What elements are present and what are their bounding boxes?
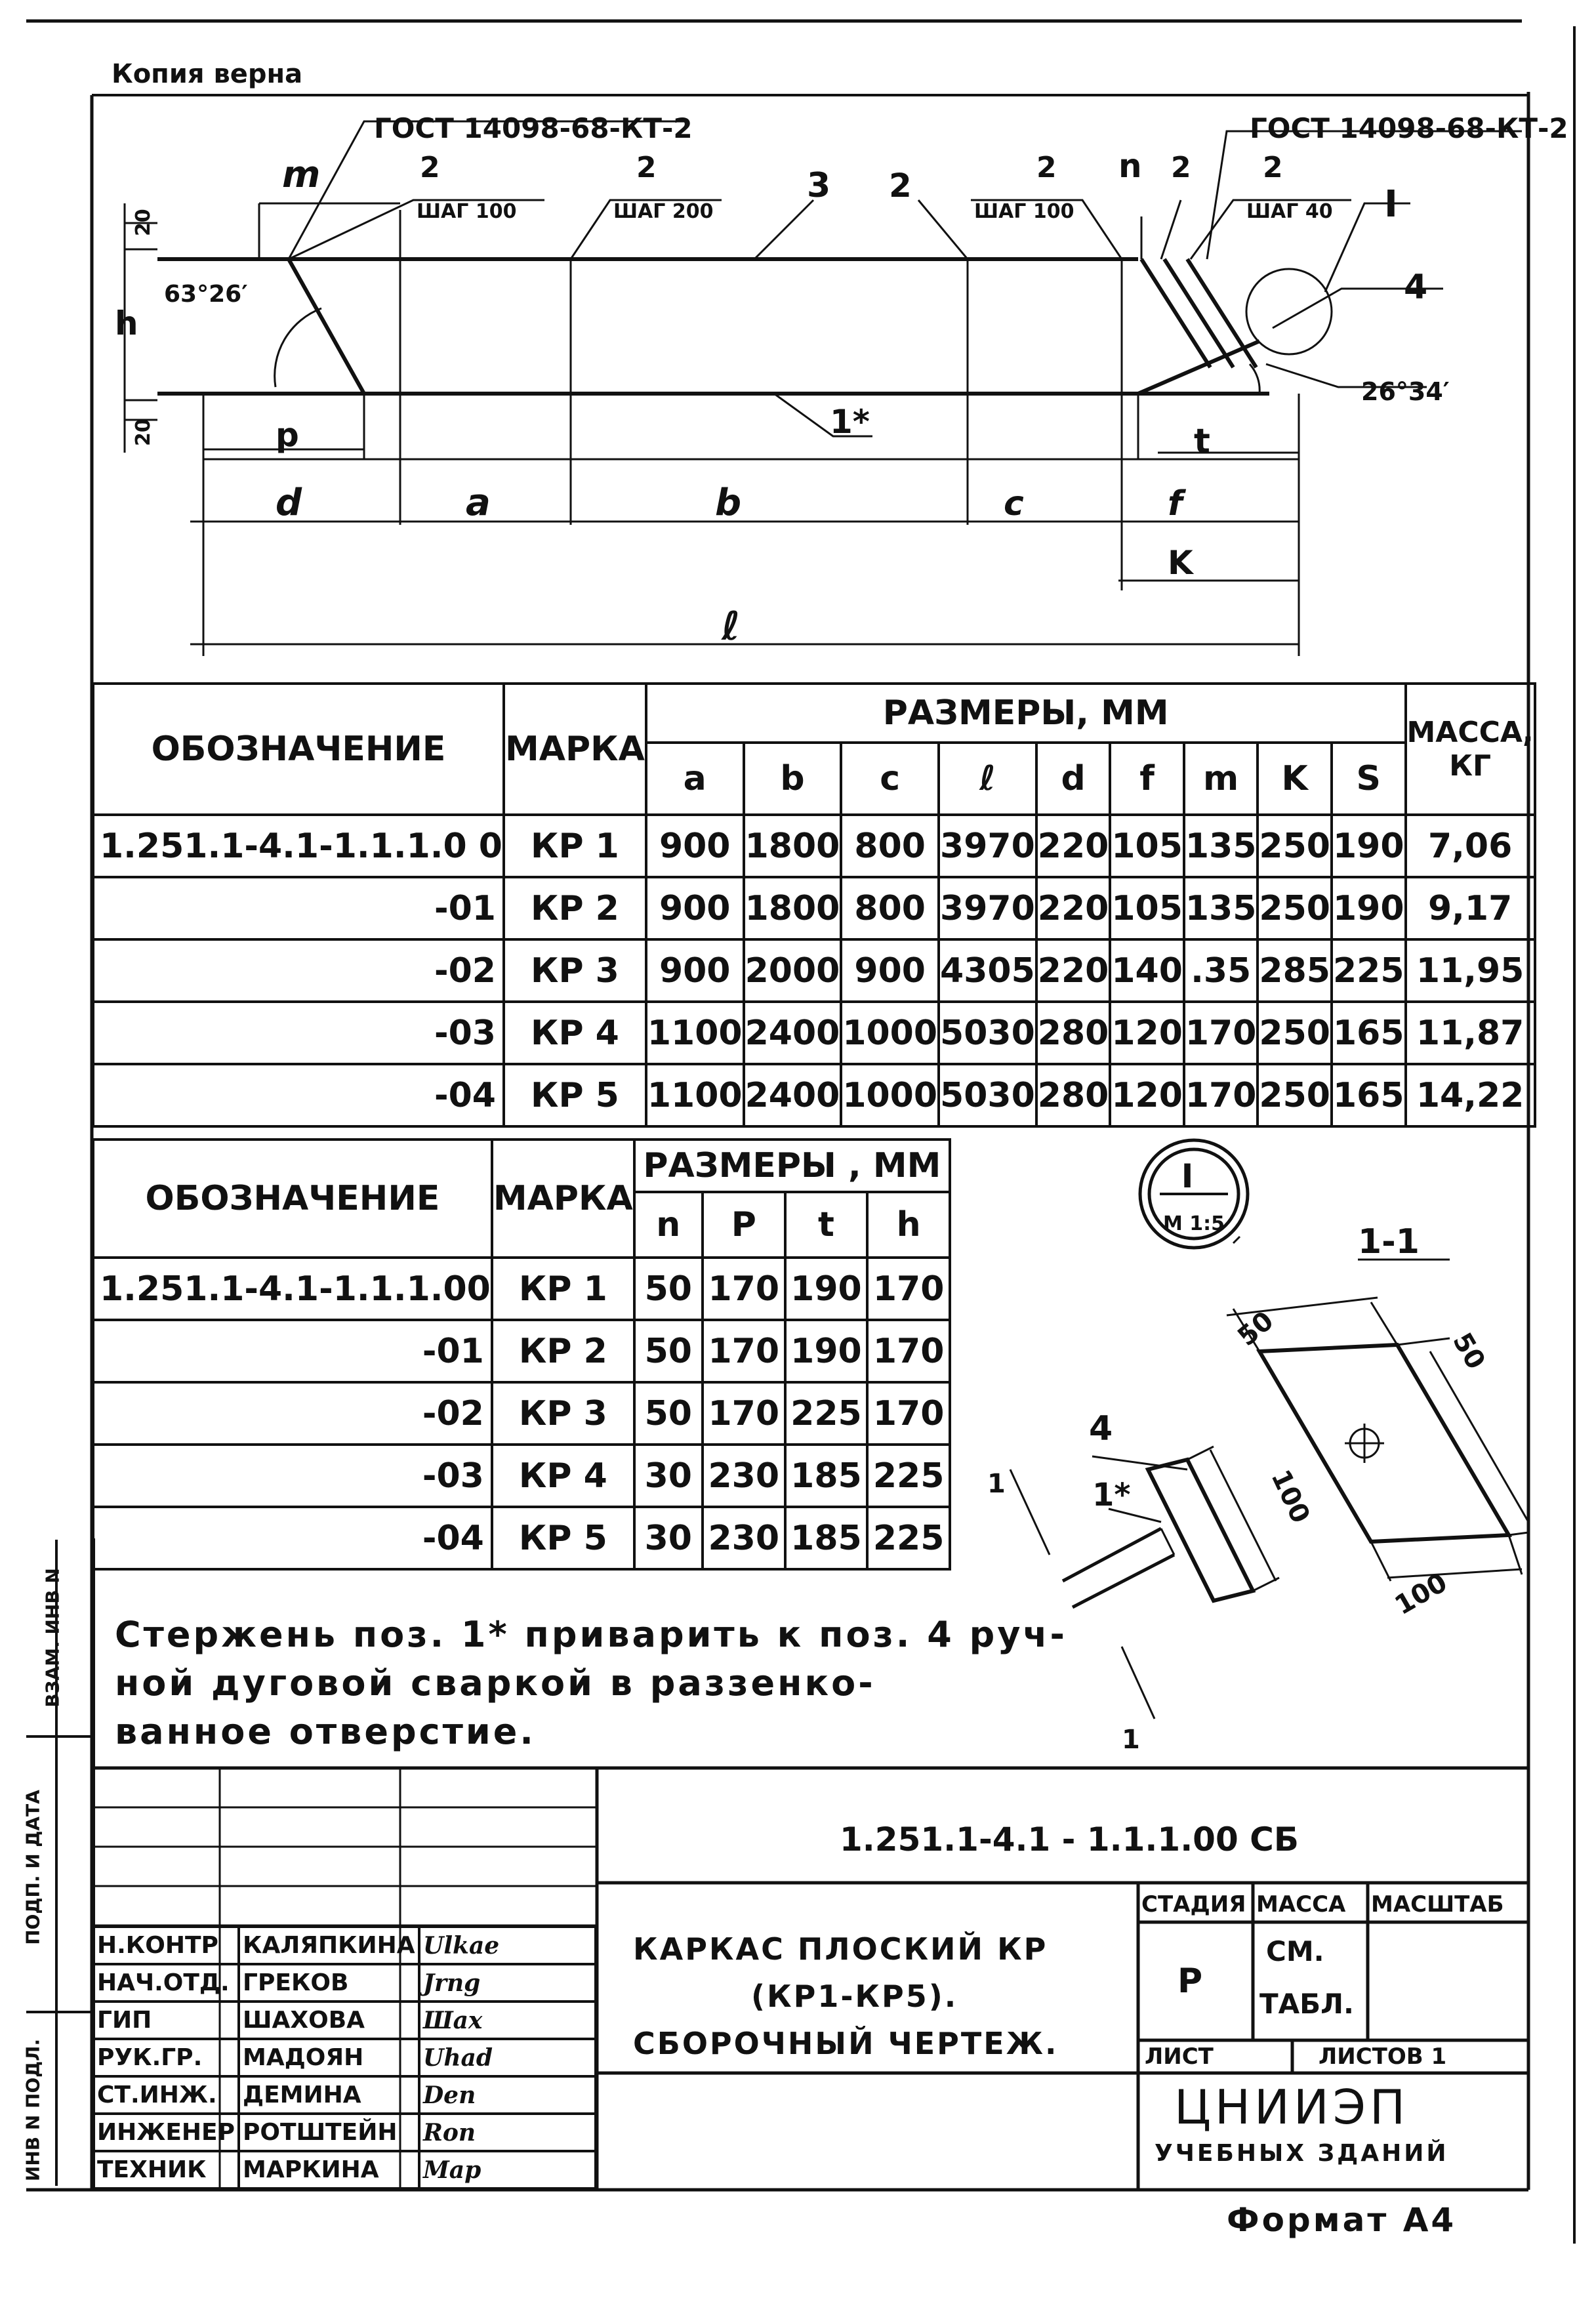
t2-mark: КР 3 xyxy=(492,1382,634,1445)
title-line-3: СБОРОЧНЫЙ ЧЕРТЕЖ. xyxy=(633,2026,1059,2061)
person-name: МАРКИНА xyxy=(239,2151,419,2188)
t1-sub-d: d xyxy=(1036,743,1111,815)
t1-k: 250 xyxy=(1258,1002,1332,1064)
person-role: РУК.ГР. xyxy=(93,2039,239,2076)
section-label: 1-1 xyxy=(1358,1222,1420,1262)
detail-pos4: 4 xyxy=(1089,1409,1113,1448)
person-role: Н.КОНТР xyxy=(93,1927,239,1964)
step-200: ШАГ 200 xyxy=(613,200,714,223)
person-signature: Шах xyxy=(419,2002,596,2039)
t1-mass: 7,06 xyxy=(1406,815,1535,877)
t1-k: 250 xyxy=(1258,1064,1332,1126)
gost-right: ГОСТ 14098-68-КТ-2 xyxy=(1250,112,1568,144)
t2-t: 190 xyxy=(785,1258,868,1320)
t1-a: 1100 xyxy=(646,1002,744,1064)
t2-designation: -02 xyxy=(93,1382,492,1445)
t1-f: 105 xyxy=(1110,815,1184,877)
person-role: ГИП xyxy=(93,2002,239,2039)
detail-dim-100-b: 100 xyxy=(1389,1567,1453,1621)
t1-m: 135 xyxy=(1184,877,1258,939)
table-row xyxy=(93,2114,596,2151)
t1-s: 225 xyxy=(1332,939,1406,1002)
t2-n: 50 xyxy=(634,1320,703,1382)
label-m: m xyxy=(282,154,321,196)
sign-date-label: ПОДП. И ДАТА xyxy=(22,1790,44,1945)
step-40: ШАГ 40 xyxy=(1246,200,1333,223)
table-row xyxy=(93,2002,596,2039)
t1-sub-a: a xyxy=(646,743,744,815)
label-b: b xyxy=(715,482,742,524)
format-label: Формат А4 xyxy=(1227,2201,1457,2239)
t1-mark: КР 3 xyxy=(504,939,646,1002)
label-h: h xyxy=(115,304,138,342)
t1-m: 170 xyxy=(1184,1002,1258,1064)
label-pos2-d: 2 xyxy=(1036,151,1057,184)
t1-m: 135 xyxy=(1184,815,1258,877)
person-signature: Jrng xyxy=(419,1964,596,2002)
t2-t: 225 xyxy=(785,1382,868,1445)
t2-header-mark: МАРКА xyxy=(492,1140,634,1258)
t1-mark: КР 2 xyxy=(504,877,646,939)
t1-designation: 1.251.1-4.1-1.1.1.0 0 xyxy=(93,815,504,877)
t1-a: 900 xyxy=(646,877,744,939)
t2-sub-h: h xyxy=(867,1192,950,1258)
label-a: a xyxy=(466,482,491,524)
table-row xyxy=(93,1964,596,2002)
t2-mark: КР 4 xyxy=(492,1445,634,1507)
t2-header-sizes: РАЗМЕРЫ , ММ xyxy=(634,1140,950,1192)
t1-sub-c: c xyxy=(841,743,939,815)
person-name: ДЕМИНА xyxy=(239,2076,419,2114)
detail-dim-50-a: 50 xyxy=(1232,1305,1280,1353)
t2-p: 170 xyxy=(703,1382,785,1445)
table-row xyxy=(93,2039,596,2076)
t1-mass: 11,87 xyxy=(1406,1002,1535,1064)
inv-orig-label: ИНВ N ПОДЛ. xyxy=(22,2038,44,2182)
t1-a: 900 xyxy=(646,939,744,1002)
t2-designation: -03 xyxy=(93,1445,492,1507)
detail-callout-scale: М 1:5 xyxy=(1162,1212,1225,1235)
t2-p: 230 xyxy=(703,1507,785,1569)
t1-l: 5030 xyxy=(939,1002,1036,1064)
drawing-title xyxy=(633,1925,1058,2067)
person-role: СТ.ИНЖ. xyxy=(93,2076,239,2114)
t1-d: 220 xyxy=(1036,877,1111,939)
t1-c: 1000 xyxy=(841,1002,939,1064)
t1-s: 190 xyxy=(1332,877,1406,939)
person-signature: Ulkae xyxy=(419,1927,596,1964)
label-f: f xyxy=(1168,484,1183,524)
t2-sub-t: t xyxy=(785,1192,868,1258)
title-line-2: (КР1-КР5). xyxy=(751,1979,958,2014)
t1-designation: -02 xyxy=(93,939,504,1002)
label-pos2-e: 2 xyxy=(1171,151,1191,184)
t1-f: 120 xyxy=(1110,1002,1184,1064)
t1-designation: -01 xyxy=(93,877,504,939)
label-l: ℓ xyxy=(722,604,741,649)
t1-c: 800 xyxy=(841,815,939,877)
t1-header-mark: МАРКА xyxy=(504,684,646,815)
t2-t: 185 xyxy=(785,1507,868,1569)
detail-callout-roman: I xyxy=(1181,1157,1194,1195)
t1-f: 105 xyxy=(1110,877,1184,939)
t1-sub-k: K xyxy=(1258,743,1332,815)
t2-designation: 1.251.1-4.1-1.1.1.00 xyxy=(93,1258,492,1320)
person-signature: Uhad xyxy=(419,2039,596,2076)
t1-b: 2400 xyxy=(744,1064,842,1126)
t2-n: 30 xyxy=(634,1445,703,1507)
replace-inv-label: ВЗАМ. ИНВ N xyxy=(41,1568,64,1708)
label-one-star: 1* xyxy=(830,403,870,441)
t1-s: 165 xyxy=(1332,1064,1406,1126)
t2-h: 225 xyxy=(867,1445,950,1507)
person-role: ИНЖЕНЕР xyxy=(93,2114,239,2151)
angle-left: 63°26′ xyxy=(164,281,248,308)
t1-k: 250 xyxy=(1258,815,1332,877)
t1-sub-m: m xyxy=(1184,743,1258,815)
dim-20-top: 20 xyxy=(132,209,155,236)
label-k: K xyxy=(1168,544,1193,582)
t1-m: 170 xyxy=(1184,1064,1258,1126)
t2-t: 185 xyxy=(785,1445,868,1507)
label-pos2-b: 2 xyxy=(636,151,657,184)
t2-designation: -04 xyxy=(93,1507,492,1569)
person-signature: Den xyxy=(419,2076,596,2114)
t1-l: 3970 xyxy=(939,815,1036,877)
scale-header: МАСШТАБ xyxy=(1371,1891,1504,1918)
t2-h: 170 xyxy=(867,1258,950,1320)
t1-l: 4305 xyxy=(939,939,1036,1002)
t2-designation: -01 xyxy=(93,1320,492,1382)
t2-p: 230 xyxy=(703,1445,785,1507)
cut-mark-2: 1 xyxy=(1122,1725,1140,1755)
t1-mark: КР 5 xyxy=(504,1064,646,1126)
t1-d: 220 xyxy=(1036,815,1111,877)
person-signature: Ron xyxy=(419,2114,596,2151)
t1-a: 900 xyxy=(646,815,744,877)
gost-left: ГОСТ 14098-68-КТ-2 xyxy=(374,112,693,144)
t1-mark: КР 1 xyxy=(504,815,646,877)
t1-s: 165 xyxy=(1332,1002,1406,1064)
t2-sub-n: n xyxy=(634,1192,703,1258)
organization-subtitle: УЧЕБНЫХ ЗДАНИЙ xyxy=(1155,2140,1449,2167)
t1-f: 140 xyxy=(1110,939,1184,1002)
detail-dim-50-b: 50 xyxy=(1446,1328,1491,1375)
person-name: РОТШТЕЙН xyxy=(239,2114,419,2151)
person-name: КАЛЯПКИНА xyxy=(239,1927,419,1964)
t1-b: 2000 xyxy=(744,939,842,1002)
t1-k: 285 xyxy=(1258,939,1332,1002)
label-p: p xyxy=(276,416,299,454)
label-t: t xyxy=(1194,422,1210,461)
note-line-1: Стержень поз. 1* приварить к поз. 4 руч- xyxy=(115,1614,1067,1655)
person-signature: Map xyxy=(419,2151,596,2188)
step-100-a: ШАГ 100 xyxy=(417,200,517,223)
t2-mark: КР 5 xyxy=(492,1507,634,1569)
t1-sub-s: S xyxy=(1332,743,1406,815)
label-c: c xyxy=(1004,484,1024,524)
t2-h: 170 xyxy=(867,1320,950,1382)
person-name: ГРЕКОВ xyxy=(239,1964,419,2002)
detail-dim-100-a: 100 xyxy=(1265,1465,1316,1528)
table-row xyxy=(93,1927,596,1964)
t1-designation: -03 xyxy=(93,1002,504,1064)
label-pos2-a: 2 xyxy=(420,151,440,184)
t1-s: 190 xyxy=(1332,815,1406,877)
personnel-table xyxy=(92,1925,597,2190)
t1-c: 900 xyxy=(841,939,939,1002)
mass-value-2: ТАБЛ. xyxy=(1259,1988,1355,2020)
t1-mass: 14,22 xyxy=(1406,1064,1535,1126)
t1-sub-l: ℓ xyxy=(939,743,1036,815)
t1-b: 1800 xyxy=(744,877,842,939)
t2-n: 30 xyxy=(634,1507,703,1569)
label-pos4: 4 xyxy=(1404,268,1428,307)
t1-header-designation: ОБОЗНАЧЕНИЕ xyxy=(93,684,504,815)
sheet-label: ЛИСТ xyxy=(1145,2044,1214,2070)
t2-h: 170 xyxy=(867,1382,950,1445)
t2-n: 50 xyxy=(634,1382,703,1445)
person-name: ШАХОВА xyxy=(239,2002,419,2039)
t1-b: 2400 xyxy=(744,1002,842,1064)
copy-note: Копия верна xyxy=(112,59,303,89)
person-role: НАЧ.ОТД. xyxy=(93,1964,239,2002)
t2-p: 170 xyxy=(703,1320,785,1382)
t1-c: 1000 xyxy=(841,1064,939,1126)
t1-l: 5030 xyxy=(939,1064,1036,1126)
t1-c: 800 xyxy=(841,877,939,939)
detail-pos1star: 1* xyxy=(1092,1477,1131,1513)
label-pos2-f: 2 xyxy=(1263,151,1283,184)
label-roman-one: I xyxy=(1384,183,1398,226)
title-line-1: КАРКАС ПЛОСКИЙ КР xyxy=(633,1931,1048,1967)
label-pos3: 3 xyxy=(807,166,831,205)
stage-value: Р xyxy=(1177,1962,1203,2001)
t1-sub-b: b xyxy=(744,743,842,815)
t1-mark: КР 4 xyxy=(504,1002,646,1064)
t2-p: 170 xyxy=(703,1258,785,1320)
t2-n: 50 xyxy=(634,1258,703,1320)
t1-header-sizes: РАЗМЕРЫ, ММ xyxy=(646,684,1406,743)
t2-mark: КР 2 xyxy=(492,1320,634,1382)
t1-mass: 11,95 xyxy=(1406,939,1535,1002)
t2-t: 190 xyxy=(785,1320,868,1382)
cut-mark-1: 1 xyxy=(987,1469,1006,1499)
t1-b: 1800 xyxy=(744,815,842,877)
label-n: n xyxy=(1118,147,1142,185)
t1-f: 120 xyxy=(1110,1064,1184,1126)
t1-k: 250 xyxy=(1258,877,1332,939)
person-role: ТЕХНИК xyxy=(93,2151,239,2188)
sheets-label: ЛИСТОВ 1 xyxy=(1319,2044,1447,2070)
mass-value-1: СМ. xyxy=(1266,1935,1324,1967)
note-line-2: ной дуговой сваркой в раззенко- xyxy=(115,1662,876,1704)
t1-header-mass: МАССА, КГ xyxy=(1406,684,1535,815)
t2-header-designation: ОБОЗНАЧЕНИЕ xyxy=(93,1140,492,1258)
t1-sub-f: f xyxy=(1110,743,1184,815)
person-name: МАДОЯН xyxy=(239,2039,419,2076)
organization-name: ЦНИИЭП xyxy=(1174,2080,1410,2135)
label-d: d xyxy=(276,482,302,524)
step-100-b: ШАГ 100 xyxy=(974,200,1074,223)
t1-d: 220 xyxy=(1036,939,1111,1002)
t1-m: .35 xyxy=(1184,939,1258,1002)
t1-l: 3970 xyxy=(939,877,1036,939)
table-row xyxy=(93,2076,596,2114)
t1-d: 280 xyxy=(1036,1064,1111,1126)
t1-a: 1100 xyxy=(646,1064,744,1126)
angle-right: 26°34′ xyxy=(1361,377,1450,406)
document-code: 1.251.1-4.1 - 1.1.1.00 СБ xyxy=(840,1820,1299,1859)
label-pos2-c: 2 xyxy=(889,167,912,205)
dim-20-bottom: 20 xyxy=(132,419,155,446)
t1-d: 280 xyxy=(1036,1002,1111,1064)
t1-mass: 9,17 xyxy=(1406,877,1535,939)
table-row xyxy=(93,2151,596,2188)
t2-sub-p: P xyxy=(703,1192,785,1258)
note-line-3: ванное отверстие. xyxy=(115,1711,536,1752)
t2-mark: КР 1 xyxy=(492,1258,634,1320)
t2-h: 225 xyxy=(867,1507,950,1569)
t1-designation: -04 xyxy=(93,1064,504,1126)
mass-header: МАССА xyxy=(1256,1891,1346,1918)
stage-header: СТАДИЯ xyxy=(1141,1891,1246,1918)
